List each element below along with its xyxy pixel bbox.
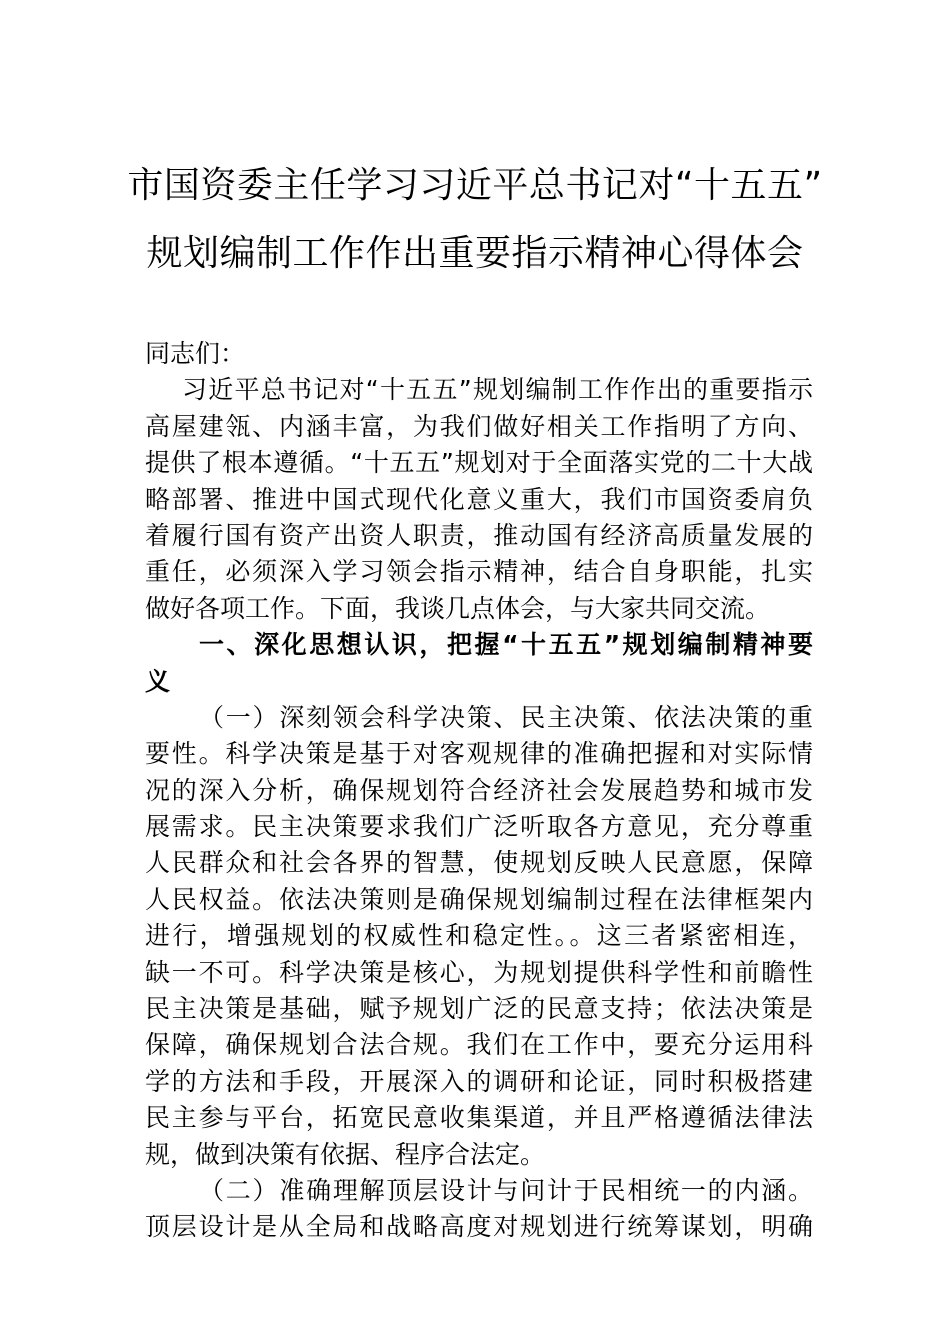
paragraph-1-line-3: 提供了根本遵循。“十五五”规划对于全面落实党的二十大战 [145,448,813,478]
subsection-1-line-6: 人民权益。依法决策则是确保规划编制过程在法律框架内 [145,884,813,914]
subsection-1-line-2: 要性。科学决策是基于对客观规律的准确把握和对实际情 [145,739,813,769]
document-body [145,336,813,1246]
subsection-1-line-1: （一）深刻领会科学决策、民主决策、依法决策的重 [199,702,813,732]
section-heading-1-line-1: 一、深化思想认识，把握“十五五”规划编制精神要 [199,630,813,660]
subsection-1-line-9: 民主决策是基础，赋予规划广泛的民意支持；依法决策是 [145,994,813,1024]
paragraph-1-line-5: 着履行国有资产出资人职责，推动国有经济高质量发展的 [145,520,813,550]
document-title-line-1: 市国资委主任学习习近平总书记对“十五五” [127,165,823,206]
paragraph-1-line-1: 习近平总书记对“十五五”规划编制工作作出的重要指示 [182,375,813,405]
paragraph-1-line-7: 做好各项工作。下面，我谈几点体会，与大家共同交流。 [145,593,771,623]
salutation: 同志们： [145,339,246,368]
subsection-1-line-4: 展需求。民主决策要求我们广泛听取各方意见，充分尊重 [145,812,813,842]
subsection-1-line-5: 人民群众和社会各界的智慧，使规划反映人民意愿，保障 [145,848,813,878]
subsection-2-line-2: 顶层设计是从全局和战略高度对规划进行统筹谋划，明确 [145,1212,813,1242]
paragraph-1-line-4: 略部署、推进中国式现代化意义重大，我们市国资委肩负 [145,484,813,514]
subsection-1-line-12: 民主参与平台，拓宽民意收集渠道，并且严格遵循法律法 [145,1103,813,1133]
paragraph-1-line-6: 重任，必须深入学习领会指示精神，结合自身职能，扎实 [145,557,813,587]
subsection-1-line-7: 进行，增强规划的权威性和稳定性。。这三者紧密相连， [145,921,813,951]
paragraph-1-line-2: 高屋建瓴、内涵丰富，为我们做好相关工作指明了方向、 [145,411,813,441]
subsection-1-line-8: 缺一不可。科学决策是核心，为规划提供科学性和前瞻性 [145,957,813,987]
subsection-1-line-3: 况的深入分析，确保规划符合经济社会发展趋势和城市发 [145,775,813,805]
subsection-1-line-10: 保障，确保规划合法合规。我们在工作中，要充分运用科 [145,1030,813,1060]
subsection-1-line-13: 规，做到决策有依据、程序合法定。 [145,1139,546,1169]
section-heading-1-line-2: 义 [145,666,171,696]
document-title-line-2: 规划编制工作作出重要指示精神心得体会 [146,233,804,274]
subsection-1-line-11: 学的方法和手段，开展深入的调研和论证，同时积极搭建 [145,1066,813,1096]
subsection-2-line-1: （二）准确理解顶层设计与问计于民相统一的内涵。 [199,1175,813,1205]
